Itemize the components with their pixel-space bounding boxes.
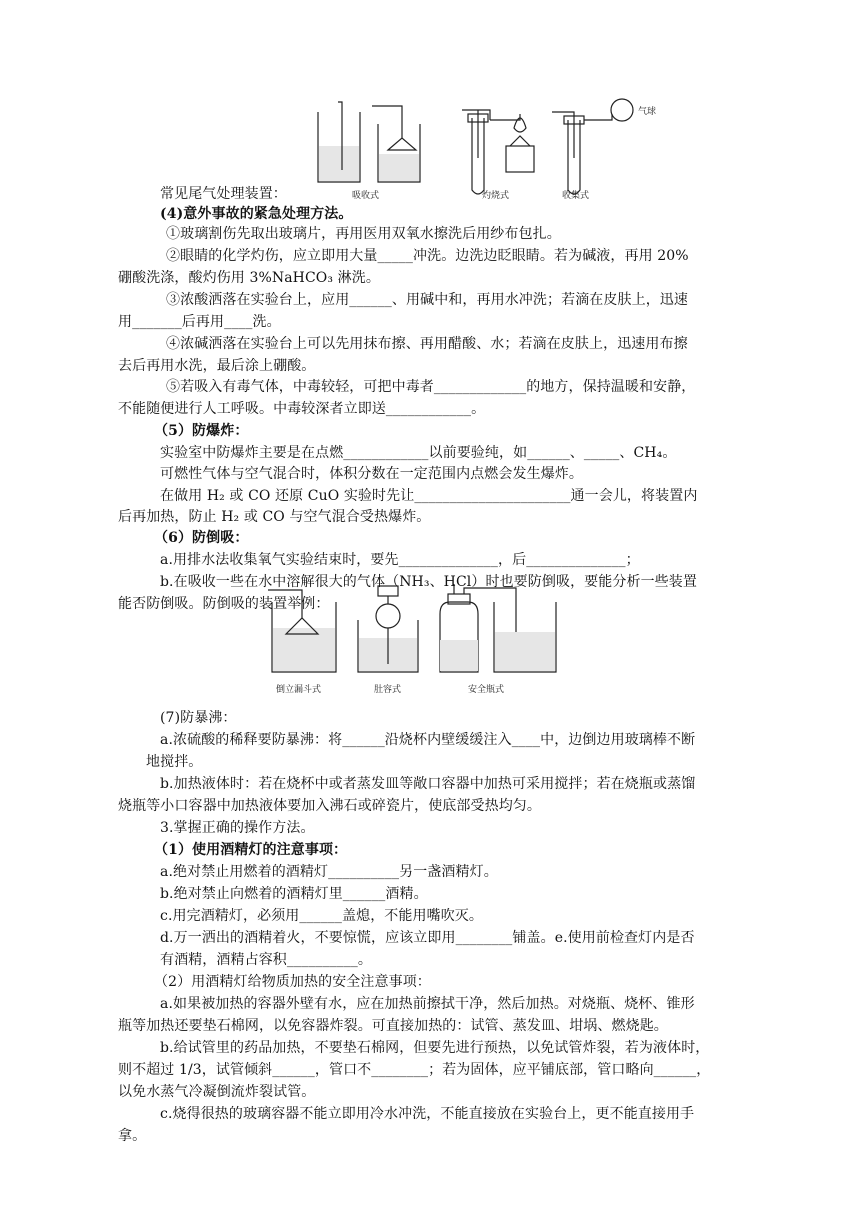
text-line: 瓶等加热还要垫石棉网，以免容器炸裂。可直接加热的：试管、蒸发皿、坩埚、燃烧匙。 [118, 1018, 668, 1034]
text-line: 则不超过 1/3，试管倾斜______，管口不________；若为固体，应平铺底部，管口略向______， [118, 1062, 711, 1078]
text-line: 去后再用水洗，最后涂上硼酸。 [118, 358, 316, 374]
text-line: ②眼睛的化学灼伤，应立即用大量_____冲洗。边洗边眨眼睛。若为碱液，再用 20% [166, 248, 689, 264]
text-line: 能否防倒吸。防倒吸的装置举例： [118, 596, 330, 612]
text-line: a.用排水法收集氧气实验结束时，要先______________，后______________； [160, 552, 640, 568]
caption-bulb-type: 肚容式 [374, 685, 402, 695]
caption-collection: 收集式 [562, 191, 590, 201]
text-line: c.用完酒精灯，必须用______盖熄，不能用嘴吹灭。 [160, 908, 483, 924]
text-line: 后再加热，防止 H₂ 或 CO 与空气混合受热爆炸。 [118, 509, 431, 525]
caption-inverted-funnel: 倒立漏斗式 [276, 685, 322, 695]
text-line: 在做用 H₂ 或 CO 还原 CuO 实验时先让______________________通一会儿，将装置内 [160, 488, 698, 504]
section-heading: （5）防爆炸： [154, 423, 249, 439]
text-line: a.浓硫酸的稀释要防暴沸：将______沿烧杯内壁缓缓注入____中，边倒边用玻璃棒不断 [160, 732, 696, 748]
text-line: b.绝对禁止向燃着的酒精灯里______酒精。 [160, 886, 428, 902]
text-line: b.在吸收一些在水中溶解很大的气体（NH₃、HCl）时也要防倒吸，要能分析一些装置 [160, 574, 697, 590]
text-line: 常见尾气处理装置： [160, 186, 287, 202]
text-line: ①玻璃割伤先取出玻璃片，再用医用双氧水擦洗后用纱布包扎。 [166, 226, 561, 242]
caption-balloon: 气球 [638, 107, 657, 117]
text-line: 可燃性气体与空气混合时，体积分数在一定范围内点燃会发生爆炸。 [160, 466, 583, 482]
text-line: 硼酸洗涤，酸灼伤用 3%NaHCO₃ 淋洗。 [118, 270, 380, 286]
text-line: c.烧得很热的玻璃容器不能立即用冷水冲洗，不能直接放在实验台上，更不能直接用手 [160, 1106, 695, 1122]
text-line: b.给试管里的药品加热，不要垫石棉网，但要先进行预热，以免试管炸裂，若为液体时， [160, 1040, 710, 1056]
text-line: ④浓碱洒落在实验台上可以先用抹布擦、再用醋酸、水；若滴在皮肤上，迅速用布擦 [166, 336, 688, 352]
text-line: 用_______后再用____洗。 [118, 314, 281, 330]
text-line: d.万一洒出的酒精着火，不要惊慌，应该立即用________铺盖。e.使用前检查灯内是否 [160, 930, 695, 946]
caption-burning: 灼烧式 [482, 191, 510, 201]
section-heading: (7)防暴沸： [160, 710, 237, 726]
text-line: 有酒精，酒精占容积__________。 [160, 952, 372, 968]
text-line: 实验室中防爆炸主要是在点燃____________以前要验纯，如______、_____、CH₄。 [160, 445, 677, 461]
text-line: a.如果被加热的容器外壁有水，应在加热前擦拭干净，然后加热。对烧瓶、烧杯、锥形 [160, 996, 695, 1012]
caption-absorption: 吸收式 [352, 191, 380, 201]
text-line: 烧瓶等小口容器中加热液体要加入沸石或碎瓷片，使底部受热均匀。 [118, 798, 541, 814]
section-heading: 3.掌握正确的操作方法。 [160, 820, 315, 836]
text-line: a.绝对禁止用燃着的酒精灯__________另一盏酒精灯。 [160, 864, 498, 880]
section-heading: (4)意外事故的紧急处理方法。 [160, 206, 353, 222]
text-line: ⑤若吸入有毒气体，中毒较轻，可把中毒者_____________的地方，保持温暖和安静， [166, 379, 696, 395]
text-line: 拿。 [118, 1128, 147, 1144]
section-heading: （1）使用酒精灯的注意事项： [154, 842, 348, 858]
text-line: 不能随便进行人工呼吸。中毒较深者立即送____________。 [118, 401, 486, 417]
text-line: 以免水蒸气冷凝倒流炸裂试管。 [118, 1084, 316, 1100]
text-line: ③浓酸洒落在实验台上，应用______、用碱中和，再用水冲洗；若滴在皮肤上，迅速 [166, 292, 688, 308]
section-heading: （2）用酒精灯给物质加热的安全注意事项： [154, 974, 431, 990]
text-line: 地搅拌。 [146, 754, 203, 770]
section-heading: （6）防倒吸： [154, 530, 249, 546]
caption-safety-bottle: 安全瓶式 [468, 685, 505, 695]
text-line: b.加热液体时：若在烧杯中或者蒸发皿等敞口容器中加热可采用搅拌；若在烧瓶或蒸馏 [160, 776, 696, 792]
